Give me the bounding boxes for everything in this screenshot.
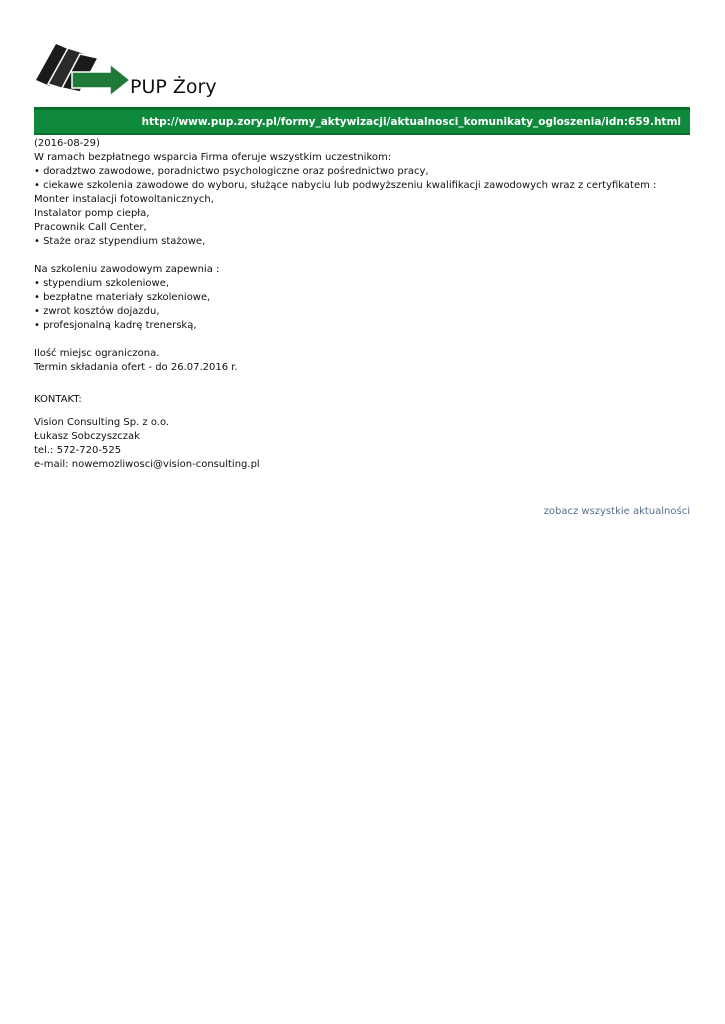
page-header [34, 40, 694, 104]
list-item: • stypendium szkoleniowe, [34, 278, 170, 289]
contact-person: Łukasz Sobczyszczak [34, 431, 140, 442]
contact-company: Vision Consulting Sp. z o.o. [34, 417, 170, 428]
list-item: Instalator pomp ciepła, [34, 208, 150, 219]
list-item: Pracownik Call Center, [34, 222, 147, 233]
page-url[interactable]: http://www.pup.zory.pl/formy_aktywizacji/aktualnosci_komunikaty_ogloszenia/idn:659.html [141, 116, 681, 128]
list-item: • Staże oraz stypendium stażowe, [34, 236, 206, 247]
all-news-link[interactable]: zobacz wszystkie aktualności [543, 506, 690, 517]
list-item: • profesjonalną kadrę trenerską, [34, 320, 197, 331]
limited-places-note: Ilość miejsc ograniczona. [34, 348, 160, 359]
article-intro: W ramach bezpłatnego wsparcia Firma oferuje wszystkim uczestnikom: [34, 152, 392, 163]
contact-email: e-mail: nowemozliwosci@vision-consulting.pl [34, 459, 260, 470]
pup-logo-icon [34, 40, 134, 100]
list-item: Monter instalacji fotowoltanicznych, [34, 194, 214, 205]
article-date: (2016-08-29) [34, 138, 100, 149]
list-item: • bezpłatne materiały szkoleniowe, [34, 292, 211, 303]
list-item: • doradztwo zawodowe, poradnictwo psychologiczne oraz pośrednictwo pracy, [34, 166, 429, 177]
list-item: • ciekawe szkolenia zawodowe do wyboru, służące nabyciu lub podwyższeniu kwalifikacji zawodowych wraz z certyfikatem : [34, 180, 657, 191]
article-content [34, 137, 694, 472]
list-item: • zwrot kosztów dojazdu, [34, 306, 160, 317]
url-bar [34, 107, 690, 135]
deadline-note: Termin składania ofert - do 26.07.2016 r. [34, 362, 238, 373]
site-title: PUP Żory [130, 76, 217, 98]
contact-phone: tel.: 572-720-525 [34, 445, 122, 456]
contact-heading: KONTAKT: [34, 394, 82, 405]
training-intro: Na szkoleniu zawodowym zapewnia : [34, 264, 220, 275]
